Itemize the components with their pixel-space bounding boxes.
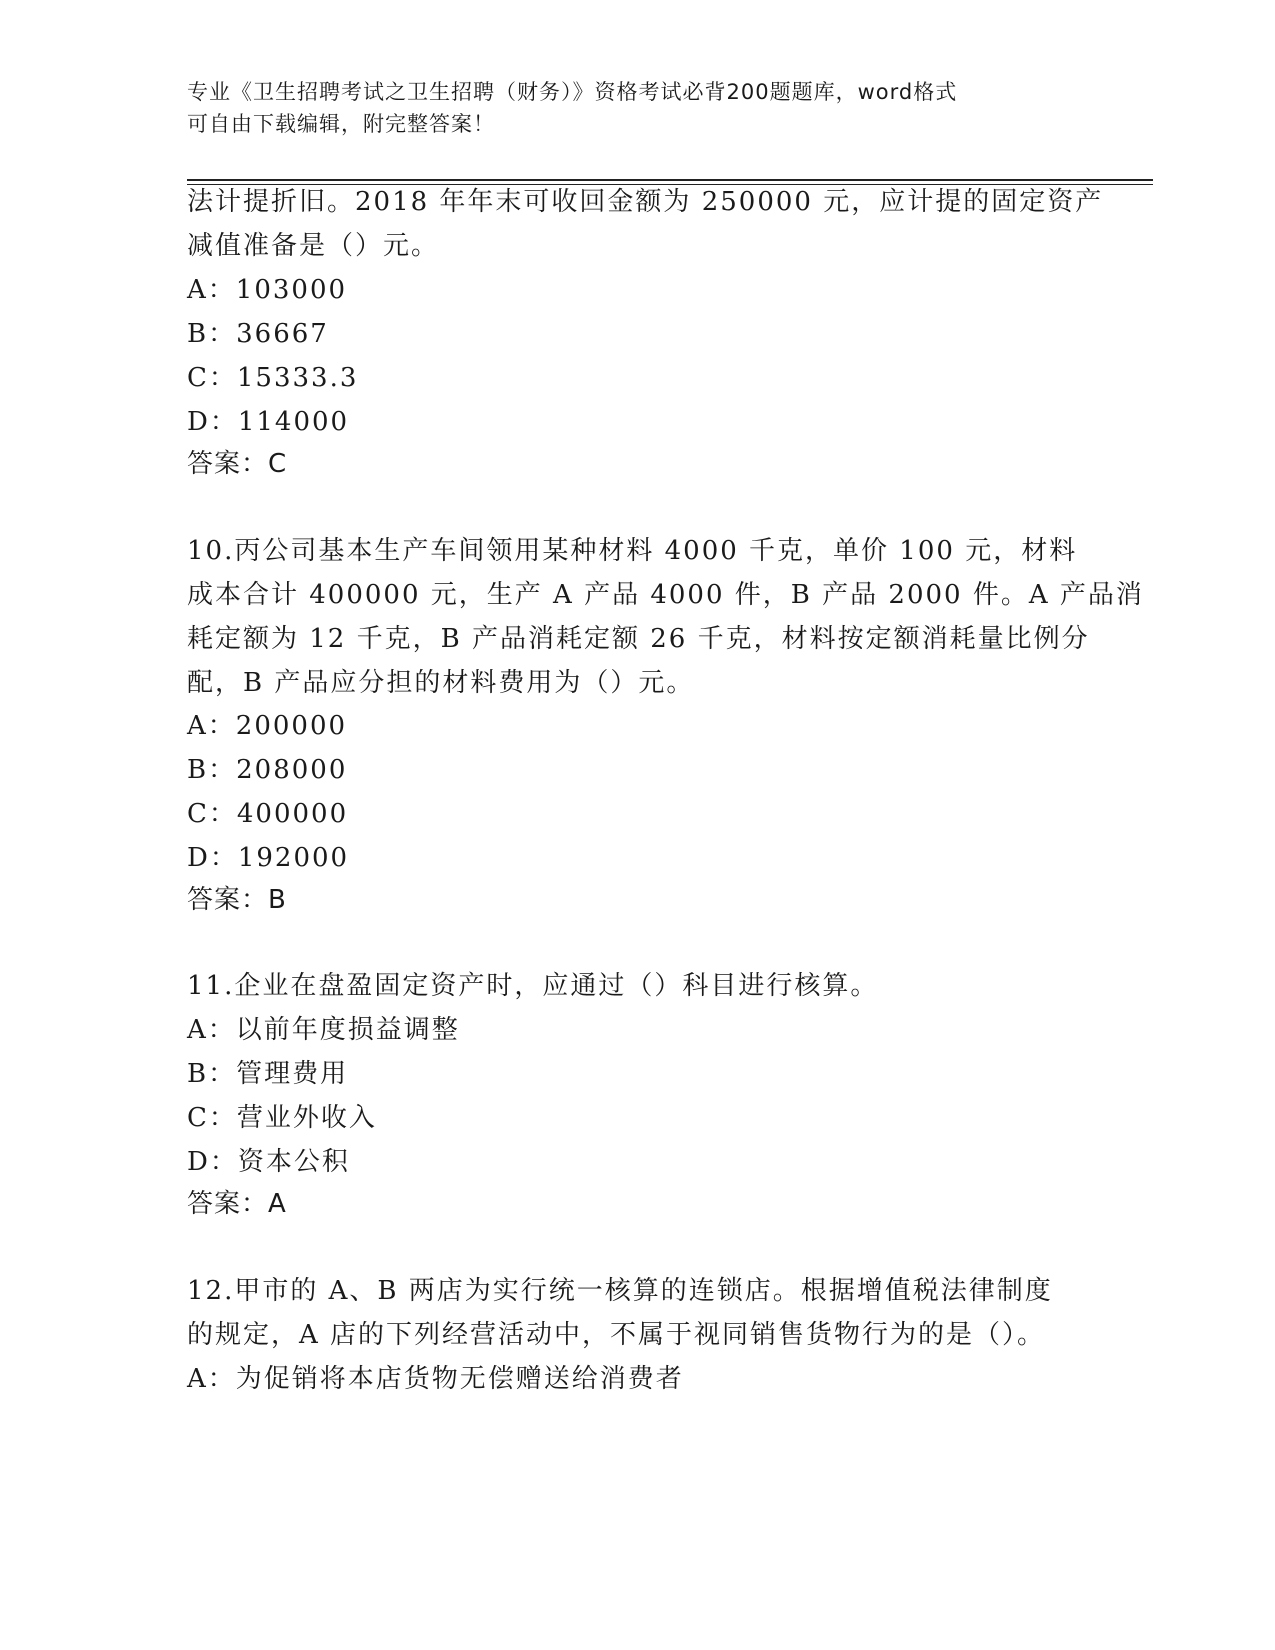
option-b: B：36667: [187, 319, 329, 349]
option-a: A：为促销将本店货物无偿赠送给消费者: [187, 1364, 684, 1394]
header-divider-thick: [187, 179, 1153, 181]
option-a: A：以前年度损益调整: [187, 1015, 460, 1045]
option-c: C：15333.3: [187, 363, 359, 393]
option-a: A：200000: [187, 711, 348, 741]
option-b: B：管理费用: [187, 1059, 349, 1089]
option-a: A：103000: [187, 275, 348, 305]
option-d: D：114000: [187, 407, 350, 437]
question-text-line: 减值准备是（）元。: [187, 231, 440, 261]
option-d: D：资本公积: [187, 1147, 350, 1177]
option-b: B：208000: [187, 755, 348, 785]
answer-label: 答案：A: [187, 1189, 287, 1219]
option-c: C：营业外收入: [187, 1103, 377, 1133]
document-header: [187, 76, 1087, 140]
option-d: D：192000: [187, 843, 350, 873]
header-title-line-2: 可自由下载编辑，附完整答案！: [187, 112, 495, 136]
question-text-line: 11.企业在盘盈固定资产时，应通过（）科目进行核算。: [187, 971, 879, 1001]
question-text-line: 10.丙公司基本生产车间领用某种材料 4000 千克，单价 100 元，材料: [187, 536, 1078, 566]
question-text-line: 的规定，A 店的下列经营活动中，不属于视同销售货物行为的是（）。: [187, 1320, 1046, 1350]
question-text-line: 法计提折旧。2018 年年末可收回金额为 250000 元，应计提的固定资产: [187, 187, 1104, 217]
question-text-line: 成本合计 400000 元，生产 A 产品 4000 件，B 产品 2000 件。A 产品消: [187, 580, 1144, 610]
question-text-line: 耗定额为 12 千克，B 产品消耗定额 26 千克，材料按定额消耗量比例分: [187, 624, 1090, 654]
answer-label: 答案：C: [187, 449, 288, 479]
answer-label: 答案：B: [187, 885, 287, 915]
question-text-line: 12.甲市的 A、B 两店为实行统一核算的连锁店。根据增值税法律制度: [187, 1276, 1053, 1306]
header-title-line-1: 专业《卫生招聘考试之卫生招聘（财务）》资格考试必背200题题库，word格式: [187, 80, 958, 104]
option-c: C：400000: [187, 799, 349, 829]
question-text-line: 配，B 产品应分担的材料费用为（）元。: [187, 668, 695, 698]
